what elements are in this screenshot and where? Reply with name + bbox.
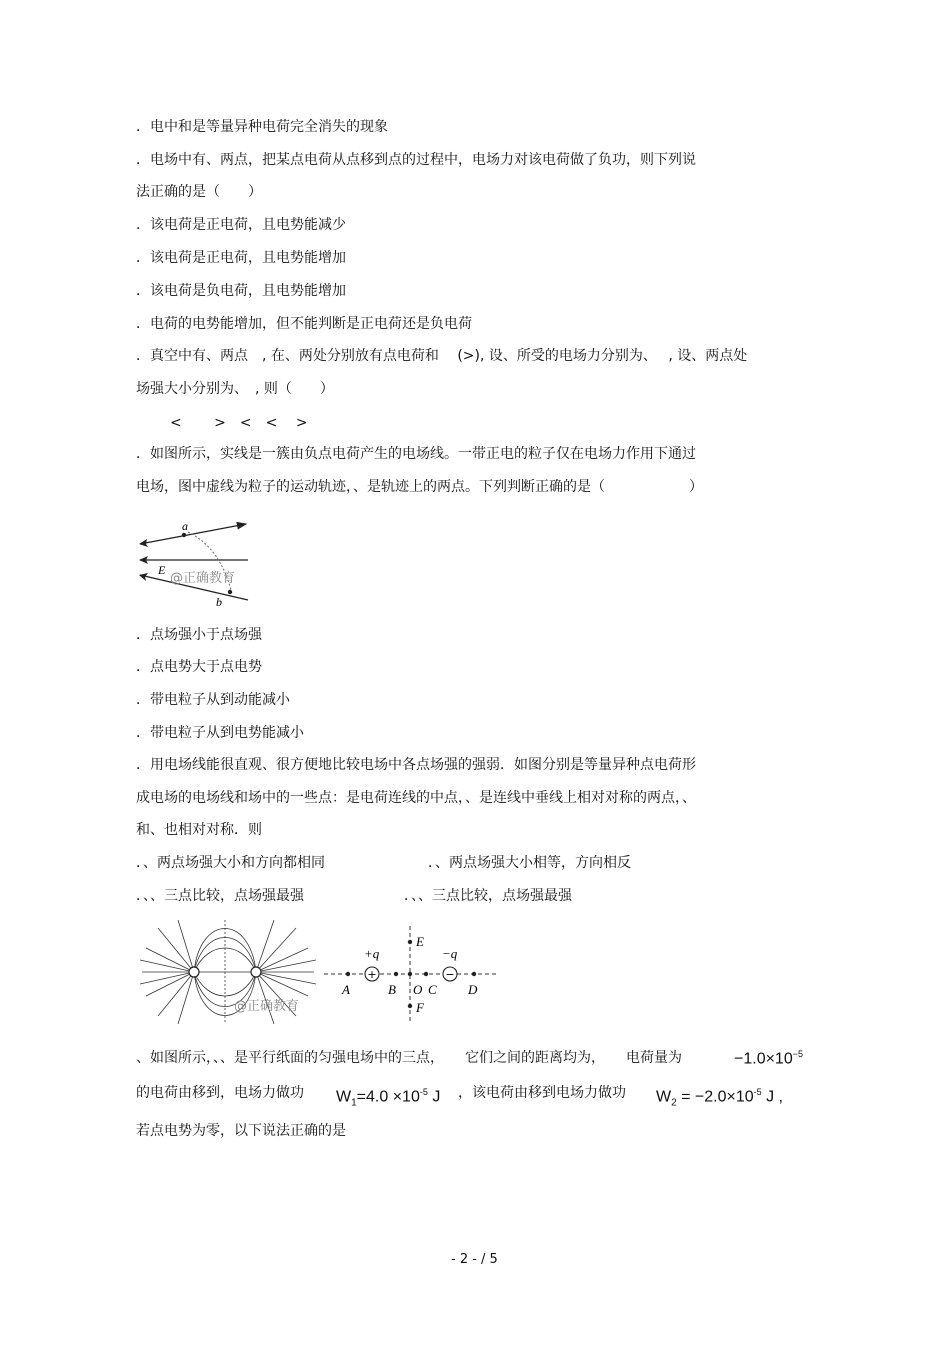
question-text: 的电荷由移到，电场力做功 [136, 1085, 304, 1101]
label-c: C [428, 982, 437, 997]
option-d: ．电荷的电势能增加，但不能判断是正电荷还是负电荷 [136, 316, 472, 332]
question-text: 、如图所示，、、是平行纸面的匀强电场中的三点， 它们之间的距离均为， 电荷量为 [136, 1050, 682, 1066]
question-text: ．如图所示，实线是一簇由负点电荷产生的电场线。一带正电的粒子仅在电场力作用下通过 [136, 446, 696, 462]
label-a: a [182, 519, 188, 533]
question-text: ，该电荷由移到电场力做功 [458, 1085, 626, 1101]
question-text: 若点电势为零，以下说法正确的是 [136, 1123, 346, 1139]
option-d: ．带电粒子从到电势能减小 [136, 725, 304, 741]
point-a [182, 533, 186, 537]
label-d: D [468, 982, 478, 997]
option-c: ．、、三点比较，点场强最强 [136, 888, 304, 904]
charge-points-diagram [320, 922, 502, 1026]
watermark: @正确教育 [234, 999, 300, 1014]
positive-charge [189, 967, 199, 977]
dipole-field-lines-figure [138, 918, 318, 1028]
watermark: @正确教育 [170, 571, 236, 586]
label-a: A [342, 982, 350, 997]
charge-value: $-1.0\times 10^{-5}$ [734, 1049, 803, 1068]
label-plus-q: +q [364, 946, 380, 961]
question-text: 电场，图中虚线为粒子的运动轨迹，、是轨迹上的两点。下列判断正确的是（ ） [136, 479, 703, 495]
question-text: 场强大小分别为、 , 则（ ） [136, 381, 334, 397]
point-b [228, 590, 232, 594]
label-minus-q: −q [442, 946, 458, 961]
question-text: 和、也相对对称．则 [136, 822, 262, 838]
option-b: ．该电荷是正电荷，且电势能增加 [136, 250, 346, 266]
option-c: ．带电粒子从到动能减小 [136, 692, 290, 708]
label-b: b [216, 595, 222, 608]
negative-charge [251, 967, 261, 977]
label-f: F [416, 1000, 424, 1015]
label-b: B [388, 982, 396, 997]
question-text: ．用电场线能很直观、很方便地比较电场中各点场强的强弱．如图分别是等量异种点电荷形 [136, 757, 696, 773]
option-b: ．点电势大于点电势 [136, 659, 262, 675]
option-d: ．、、三点比较，点场强最强 [404, 888, 572, 904]
field-line-trajectory-figure [136, 518, 252, 608]
option-b: ．、两点场强大小相等，方向相反 [428, 855, 631, 871]
page-number: - 2 - / 5 [451, 1252, 498, 1267]
label-o: O [413, 982, 423, 997]
question-text: 成电场的电场线和场中的一些点：是电荷连线的中点，、是连线中垂线上相对对称的两点，、 [136, 790, 696, 806]
label-e: E [158, 563, 166, 577]
work-w2: $W_2 = -2.0\times 10^{-5}$ J , [656, 1087, 783, 1109]
option-a: ．点场强小于点场强 [136, 627, 262, 643]
field-line [140, 524, 246, 544]
options-row: < > < < > [170, 415, 308, 431]
option-c: ．该电荷是负电荷，且电势能增加 [136, 283, 346, 299]
option-a: ．、两点场强大小和方向都相同 [136, 855, 325, 871]
text-line: ．电中和是等量异种电荷完全消失的现象 [136, 119, 388, 135]
svg-text:+: + [367, 968, 377, 981]
question-text: 法正确的是（ ） [136, 184, 262, 200]
option-a: ．该电荷是正电荷，且电势能减少 [136, 217, 346, 233]
label-e: E [416, 934, 424, 949]
question-text: ．真空中有、两点 , 在、两处分别放有点电荷和 (>), 设、所受的电场力分别为、 , 设、两点处 [136, 348, 748, 364]
svg-text:−: − [445, 968, 455, 981]
question-text: ．电场中有、两点，把某点电荷从点移到点的过程中，电场力对该电荷做了负功，则下列说 [136, 152, 696, 168]
work-w1: $W_1=4.0 \times 10^{-5}$ J [336, 1087, 441, 1109]
